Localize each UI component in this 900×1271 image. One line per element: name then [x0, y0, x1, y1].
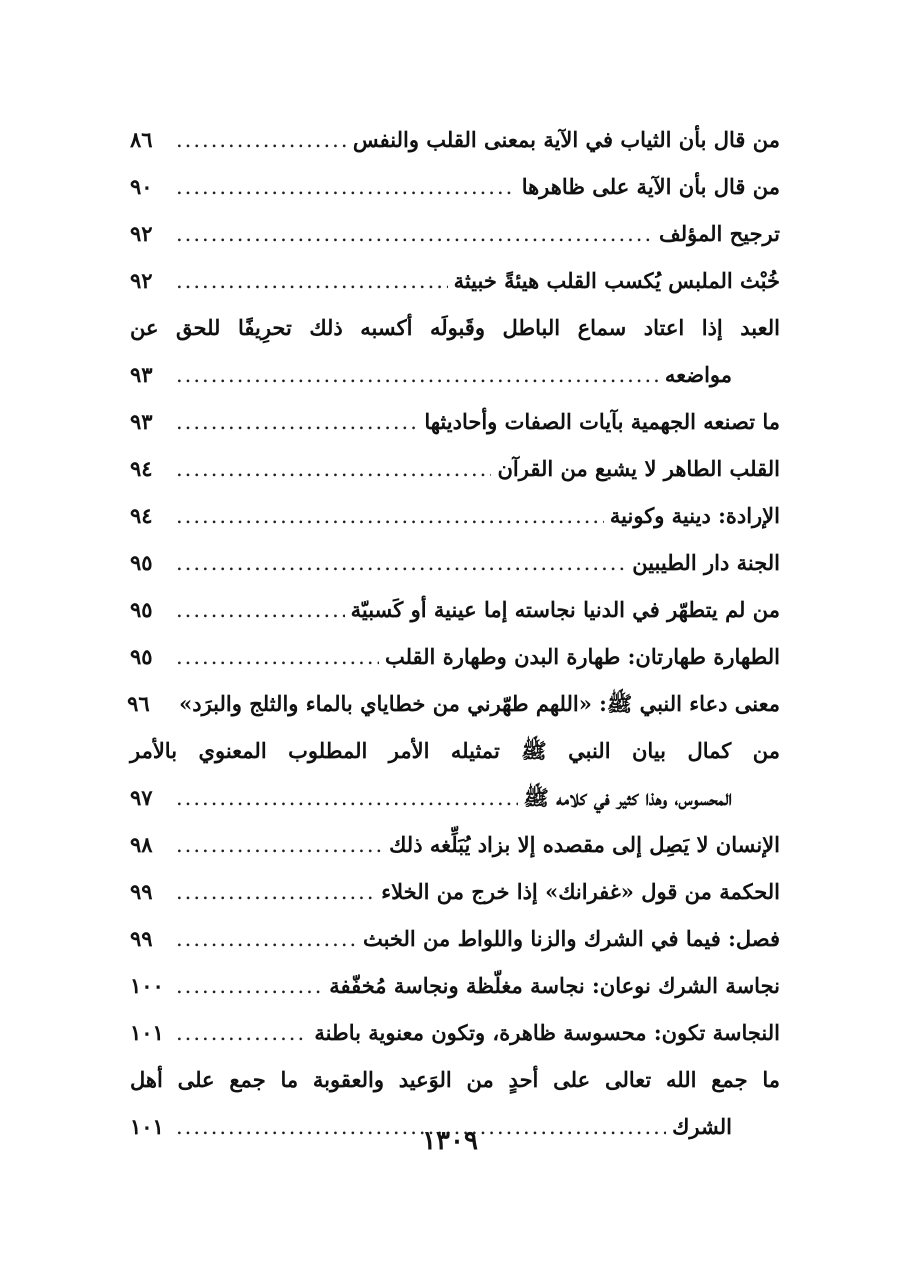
toc-entry-title: معنى دعاء النبي ﷺ: «اللهم طهّرني من خطاياي بالماء والثلج والبرَد»: [179, 691, 780, 716]
toc-entry-title: من قال بأن الثياب في الآية بمعنى القلب والنفس: [352, 127, 780, 152]
toc-entry-page-number: ٨٦: [130, 127, 153, 152]
dot-leader: [176, 352, 659, 399]
toc-entry-title: الجنة دار الطيبين: [632, 550, 780, 575]
toc-entry-page-number: ٩٥: [130, 644, 153, 669]
toc-entry-title: الإنسان لا يَصِل إلى مقصده إلا بزاد يُبَلِّغه ذلك: [389, 832, 780, 857]
dot-leader: [176, 258, 448, 305]
toc-entry-page-number: ١٠١: [130, 1114, 164, 1139]
toc-entry[interactable]: [130, 351, 780, 398]
page-number: ١٣٠٩: [422, 1126, 478, 1156]
toc-entry[interactable]: [130, 633, 780, 680]
dot-leader: [176, 916, 357, 963]
toc-entry-title: خُبْث الملبس يُكسب القلب هيئةً خبيثة: [453, 268, 780, 293]
toc-entry-page-number: ٩٨: [130, 832, 153, 857]
toc-entry[interactable]: [130, 398, 780, 445]
dot-leader: [176, 540, 626, 587]
toc-entry-page-number: ٩٢: [130, 221, 153, 246]
toc-entry-page-number: ٩٤: [130, 456, 153, 481]
toc-entry-title: مواضعه: [664, 362, 732, 387]
toc-entry-title: الإرادة: دينية وكونية: [609, 503, 780, 528]
toc-entry-page-number: ٩٩: [130, 879, 153, 904]
table-of-contents: [127, 116, 780, 1150]
toc-entry-title: الحكمة من قول «غفرانك» إذا خرج من الخلاء: [381, 879, 780, 904]
toc-entry-page-number: ٩٤: [130, 503, 153, 528]
dot-leader: [176, 869, 375, 916]
dot-leader: [176, 117, 347, 164]
toc-entry[interactable]: [130, 445, 780, 492]
toc-entry[interactable]: [130, 257, 780, 304]
toc-entry[interactable]: [130, 163, 780, 210]
toc-entry-title: النجاسة تكون: محسوسة ظاهرة، وتكون معنوية باطنة: [314, 1020, 780, 1045]
toc-entry-page-number: ٩٣: [130, 362, 153, 387]
toc-entry-page-number: ١٠١: [130, 1020, 164, 1045]
toc-entry-page-number: ٩٠: [130, 174, 153, 199]
toc-entry[interactable]: [130, 539, 780, 586]
dot-leader: [176, 1010, 308, 1057]
toc-entry-page-number: ٩٣: [130, 409, 153, 434]
toc-entry-page-number: ١٠٠: [130, 973, 164, 998]
toc-entry-first-line: ما جمع الله تعالى على أحدٍ من الوَعيد والعقوبة ما جمع على أهل: [130, 1067, 780, 1092]
toc-entry[interactable]: [130, 962, 780, 1009]
toc-entry-first-line: من كمال بيان النبي ﷺ تمثيله الأمر المطلوب المعنوي بالأمر: [130, 738, 780, 763]
toc-entry[interactable]: [130, 774, 780, 821]
toc-entry[interactable]: [130, 116, 780, 163]
toc-entry-page-number: ٩٢: [130, 268, 153, 293]
dot-leader: [176, 211, 653, 258]
dot-leader: [176, 446, 491, 493]
dot-leader: [176, 493, 604, 540]
toc-entry[interactable]: [130, 586, 780, 633]
dot-leader: [176, 634, 379, 681]
toc-entry-title: نجاسة الشرك نوعان: نجاسة مغلّظة ونجاسة مُخفّفة: [329, 973, 780, 998]
toc-entry-title: القلب الطاهر لا يشبع من القرآن: [497, 456, 780, 481]
toc-entry-title: المحسوس، وهذا كثير في كلامه ﷺ: [523, 785, 732, 810]
toc-entry-title: الطهارة طهارتان: طهارة البدن وطهارة القلب: [384, 644, 780, 669]
toc-entry-title: فصل: فيما في الشرك والزنا واللواط من الخبث: [362, 926, 780, 951]
toc-entry[interactable]: [130, 210, 780, 257]
toc-entry-page-number: ٩٦: [127, 691, 150, 716]
toc-entry[interactable]: [130, 821, 780, 868]
dot-leader: [176, 775, 518, 822]
toc-entry-title: من قال بأن الآية على ظاهرها: [521, 174, 780, 199]
dot-leader: [176, 587, 345, 634]
dot-leader: [176, 963, 323, 1010]
toc-entry-page-number: ٩٥: [130, 597, 153, 622]
toc-entry[interactable]: [127, 680, 780, 727]
toc-entry-page-number: ٩٩: [130, 926, 153, 951]
toc-entry-title: الشرك: [672, 1114, 732, 1139]
toc-entry-title: ما تصنعه الجهمية بآيات الصفات وأحاديثها: [424, 409, 780, 434]
toc-entry[interactable]: [130, 1009, 780, 1056]
toc-entry-page-number: ٩٧: [130, 785, 153, 810]
dot-leader: [176, 822, 383, 869]
toc-entry-page-number: ٩٥: [130, 550, 153, 575]
toc-entry-first-line: العبد إذا اعتاد سماع الباطل وقَبولَه أكسبه ذلك تحرِيفًا للحق عن: [130, 315, 780, 340]
toc-entry[interactable]: [130, 915, 780, 962]
toc-entry-title: من لم يتطهّر في الدنيا نجاسته إما عينية أو كَسبيّة: [350, 597, 780, 622]
dot-leader: [176, 164, 516, 211]
toc-entry[interactable]: [130, 868, 780, 915]
toc-entry-title: ترجيح المؤلف: [659, 221, 780, 246]
dot-leader: [176, 399, 418, 446]
toc-entry[interactable]: [130, 492, 780, 539]
